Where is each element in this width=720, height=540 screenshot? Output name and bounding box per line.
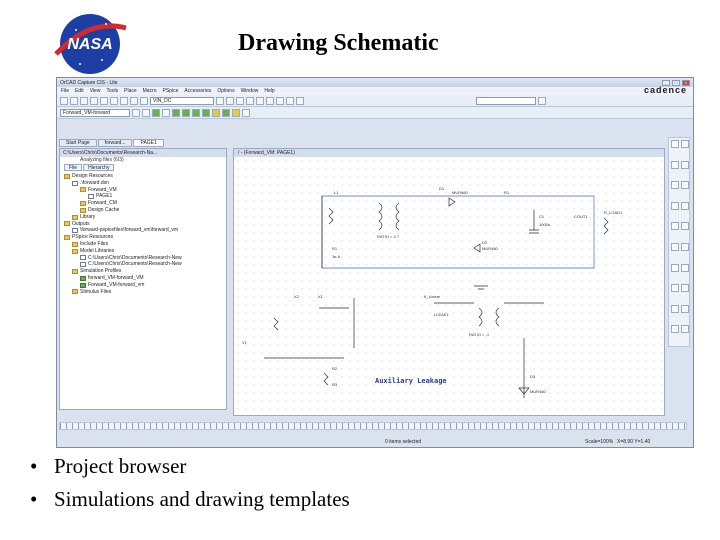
print-icon[interactable] [90,97,98,105]
port-icon[interactable] [671,243,679,251]
bullet-list [30,454,350,520]
auxiliary-leakage-label: Auxiliary Leakage [375,377,447,385]
nasa-logo [50,8,130,80]
junction-icon[interactable] [681,181,689,189]
cursor-coords: X=8.90 Y=1.40 [617,439,651,445]
new-icon[interactable] [60,97,68,105]
no-connect-icon[interactable] [681,264,689,272]
netlist-icon[interactable] [276,97,284,105]
save-icon[interactable] [80,97,88,105]
library-icon [80,255,86,260]
horizontal-ruler [59,422,687,430]
svg-text:D2: D2 [482,240,488,245]
bom-icon[interactable] [286,97,294,105]
tree-item[interactable]: C:\Users\Chris\Documents\Research-New [64,261,226,268]
schematic-canvas[interactable] [233,148,665,416]
svg-text:RATIO = 4.7: RATIO = 4.7 [377,234,400,239]
file-icon [72,228,78,233]
drc-icon[interactable] [266,97,274,105]
status-message: 0 items selected [385,439,422,445]
tree-item[interactable]: \forward-pspicefiles\forward_vm\forward_vm [64,227,226,234]
project-tree [60,171,226,295]
svg-text:L1: L1 [334,190,339,195]
svg-text:MUR460: MUR460 [482,246,498,251]
rectangle-icon[interactable] [671,305,679,313]
search-combo[interactable] [476,97,536,105]
svg-text:V1: V1 [242,340,247,345]
menu-tools[interactable]: Tools [106,88,119,94]
svg-text:R3: R3 [332,382,338,387]
folder-icon [64,221,70,226]
folder-icon [80,208,86,213]
page-icon [88,194,94,199]
menu-help[interactable]: Help [264,88,275,94]
help-icon[interactable] [296,97,304,105]
paste-icon[interactable] [120,97,128,105]
menu-file[interactable]: File [61,88,70,94]
menu-place[interactable]: Place [124,88,137,94]
menu-edit[interactable]: Edit [75,88,84,94]
menu-pspice[interactable]: PSpice [162,88,179,94]
redo-icon[interactable] [140,97,148,105]
menu-macro[interactable]: Macro [142,88,157,94]
cut-icon[interactable] [100,97,108,105]
tree-item[interactable]: PAGE1 [64,193,226,200]
sim-help-icon[interactable] [242,109,250,117]
marker-diff-icon[interactable] [182,109,190,117]
svg-text:D1: D1 [439,186,445,191]
marker-power-icon[interactable] [202,109,210,117]
schematic-header: / - (Forward_VM: PAGE1) [234,149,664,157]
folder-icon [72,215,78,220]
folder-icon [72,269,78,274]
tree-item[interactable]: forward_VM-forward_VM [64,275,226,282]
new-sim-icon[interactable] [132,109,140,117]
tree-item[interactable]: Forward_CM [64,200,226,207]
undo-icon[interactable] [130,97,138,105]
tree-item[interactable]: Stimulus Files [64,289,226,296]
svg-text:C1: C1 [539,214,545,219]
tree-item[interactable]: Forward_VM [64,187,226,194]
library-icon [80,262,86,267]
zoom-in-icon[interactable] [216,97,224,105]
tree-item[interactable]: Simulation Profiles [64,268,226,275]
svg-text:1000u: 1000u [539,222,551,227]
svg-text:R1: R1 [332,246,338,251]
simulation-toolbar [57,107,693,119]
block-icon[interactable] [681,222,689,230]
tab-start-page[interactable]: Start Page [59,139,97,147]
menu-window[interactable]: Window [240,88,259,94]
sim-profile-combo[interactable]: Forward_VM-forward [60,109,130,117]
tree-item[interactable]: Design Cache [64,207,226,214]
slide-title: Drawing Schematic [238,30,439,56]
status-bar [57,438,693,447]
project-browser [59,148,227,410]
menu-options[interactable]: Options [217,88,235,94]
svg-text:D3: D3 [530,374,536,379]
menu-bar [57,87,693,95]
orcad-window [56,77,694,448]
project-status: Analyzing files (6/3) [80,157,124,163]
bus-entry-icon[interactable] [671,202,679,210]
zoom-area-icon[interactable] [236,97,244,105]
window-title: OrCAD Capture CIS - Lite [60,79,118,86]
folder-icon [72,289,78,294]
svg-text:R2: R2 [332,366,338,371]
off-page-icon[interactable] [671,264,679,272]
svg-text:RATIO = -1: RATIO = -1 [469,332,490,337]
tab-hierarchy[interactable]: Hierarchy [83,164,114,171]
line-icon[interactable] [671,284,679,292]
tree-item[interactable]: Model Libraries [64,248,226,255]
bias-voltage-icon[interactable] [212,109,220,117]
polyline-icon[interactable] [681,284,689,292]
place-toolbar [668,137,690,347]
edit-sim-icon[interactable] [142,109,150,117]
ground-icon[interactable] [671,222,679,230]
run-icon[interactable] [152,109,160,117]
document-tabs [59,139,164,147]
tree-item[interactable]: C:\Users\Chris\Documents\Research-New [64,255,226,262]
copy-icon[interactable] [110,97,118,105]
binoculars-icon[interactable] [538,97,546,105]
design-icon [72,181,78,186]
power-icon[interactable] [681,202,689,210]
svg-text:X1: X1 [318,294,323,299]
zoom-scale: Scale=100% [585,439,614,445]
svg-text:MUR460: MUR460 [452,190,468,195]
folder-icon [64,174,70,179]
sim-profile-icon [80,283,86,288]
folder-icon [64,235,70,240]
tree-item[interactable]: Library [64,214,226,221]
tree-item[interactable]: .\forward.dsn [64,180,226,187]
menu-accessories[interactable]: Accessories [184,88,212,94]
bus-icon[interactable] [671,181,679,189]
tab-file[interactable]: File [64,164,82,171]
net-alias-icon[interactable] [681,161,689,169]
title-bar [57,78,693,87]
bullet-item: • Project browser [30,454,350,479]
svg-text:X2: X2 [294,294,299,299]
tree-item[interactable]: Outputs [64,221,226,228]
tab-forward[interactable]: forward... [98,139,133,147]
svg-text:R_LOAD1: R_LOAD1 [604,210,623,215]
part-combo[interactable]: VIN_DC [150,97,214,105]
folder-icon [80,201,86,206]
close-button[interactable]: x [682,80,690,86]
marker-current-icon[interactable] [192,109,200,117]
cadence-brand: cadence [643,85,687,95]
tree-item[interactable]: PSpice Resources [64,234,226,241]
tree-item[interactable]: Design Resources [64,173,226,180]
folder-icon [72,242,78,247]
project-path: C:\Users\Chris\Documents\Research-Na... [60,149,226,157]
svg-text:MUR460: MUR460 [530,389,546,394]
svg-text:R1: R1 [504,190,510,195]
ellipse-icon[interactable] [681,305,689,313]
svg-text:K_Linear: K_Linear [424,294,441,299]
folder-icon [80,187,86,192]
bullet-item: • Simulations and drawing templates [30,487,350,512]
tree-item[interactable]: Include Files [64,241,226,248]
pin-icon[interactable] [681,243,689,251]
view-sim-icon[interactable] [162,109,170,117]
tree-item[interactable]: Forward_VM-forward_vm [64,282,226,289]
annotate-icon[interactable] [256,97,264,105]
svg-text:LLEAK1: LLEAK1 [434,312,449,317]
part-icon[interactable] [681,140,689,148]
folder-icon [72,249,78,254]
sim-profile-icon [80,276,86,281]
marker-voltage-icon[interactable] [172,109,180,117]
select-icon[interactable] [671,140,679,148]
maximize-button[interactable]: □ [672,80,680,86]
menu-view[interactable]: View [89,88,101,94]
svg-text:1e-6: 1e-6 [332,254,341,259]
bias-current-icon[interactable] [222,109,230,117]
bias-power-icon[interactable] [232,109,240,117]
wire-icon[interactable] [671,161,679,169]
text-icon[interactable] [681,325,689,333]
main-toolbar [57,95,693,107]
zoom-out-icon[interactable] [226,97,234,105]
tab-page1[interactable]: PAGE1 [133,139,163,147]
zoom-all-icon[interactable] [246,97,254,105]
schematic-drawing [234,158,664,416]
open-icon[interactable] [70,97,78,105]
minimize-button[interactable]: _ [662,80,670,86]
svg-text:NASA: NASA [67,36,113,53]
svg-text:COUT1: COUT1 [574,214,588,219]
arc-icon[interactable] [671,325,679,333]
